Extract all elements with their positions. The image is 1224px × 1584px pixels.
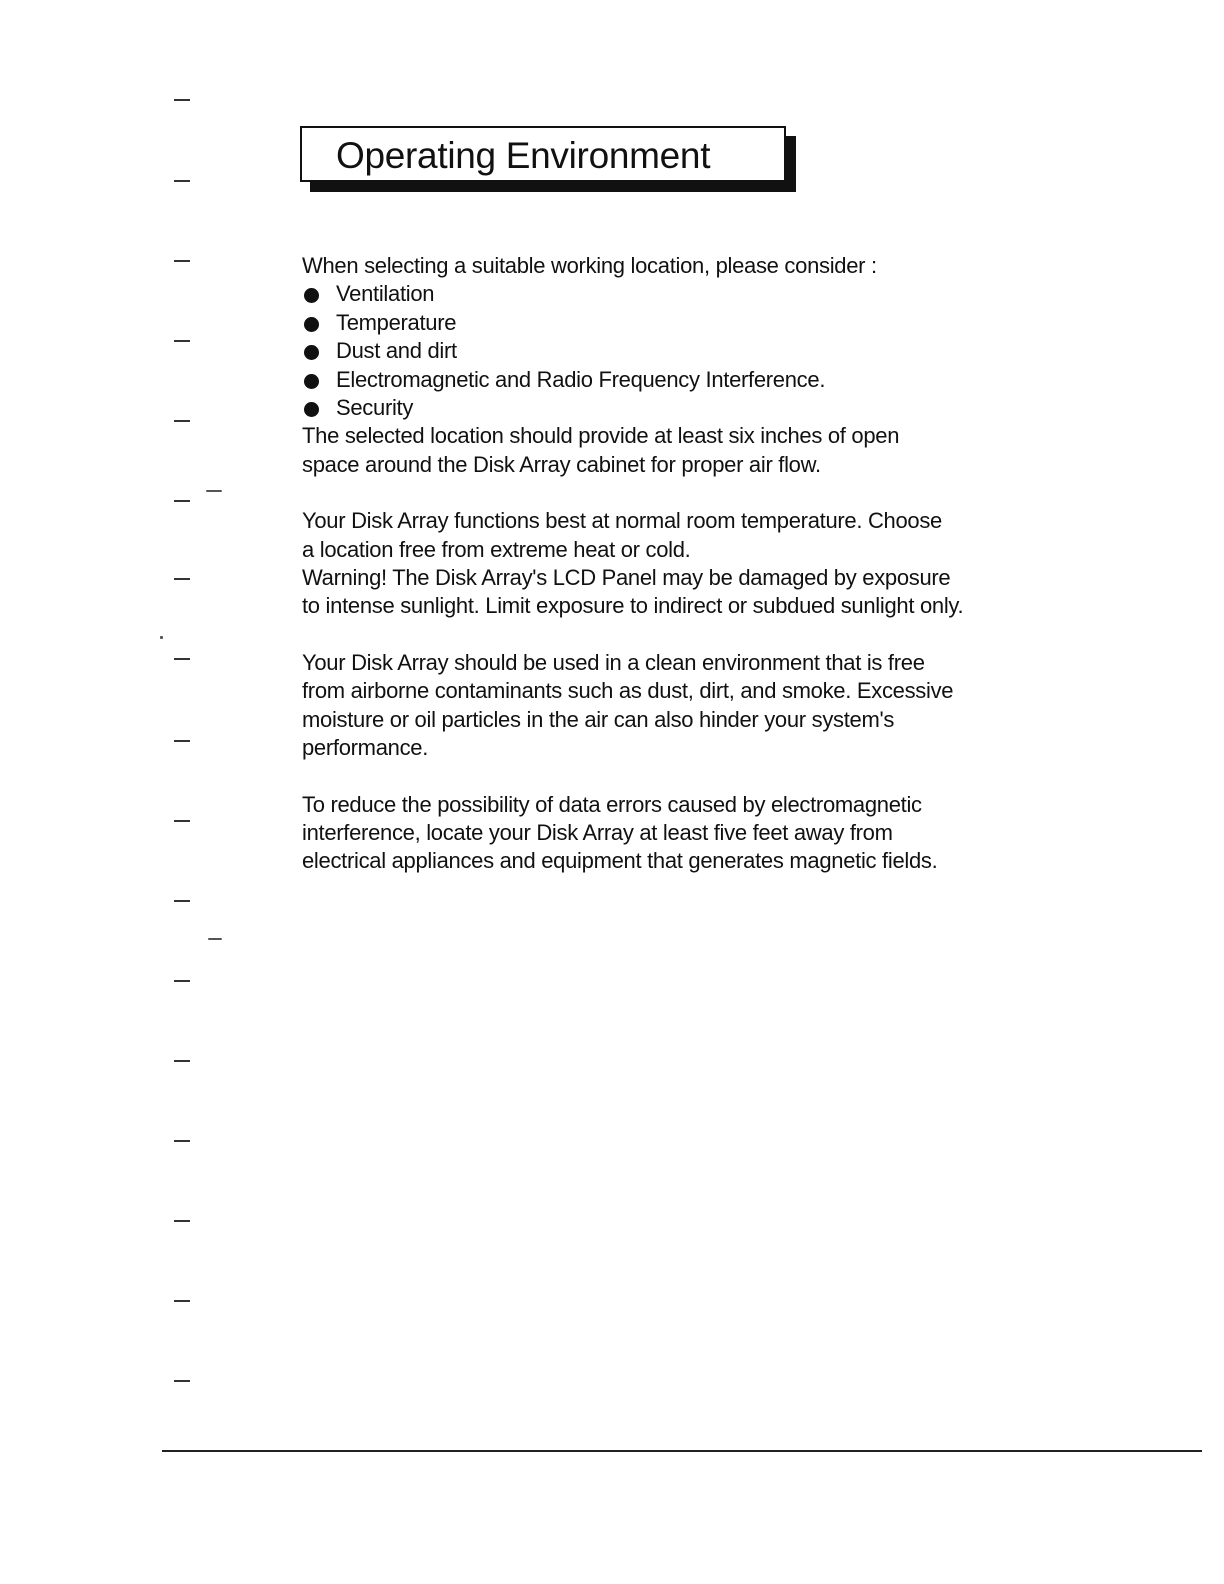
margin-tick xyxy=(174,99,190,101)
margin-tick xyxy=(174,1060,190,1062)
margin-tick xyxy=(174,1220,190,1222)
ventilation-paragraph xyxy=(302,422,1062,479)
scan-speck xyxy=(160,636,163,639)
paragraph-line: To reduce the possibility of data errors caused by electromagnetic xyxy=(302,791,922,817)
list-item-label: Ventilation xyxy=(336,281,435,307)
temperature-paragraph xyxy=(302,507,1062,621)
section-title: Operating Environment xyxy=(336,135,711,176)
list-item xyxy=(302,280,1062,308)
list-item xyxy=(302,366,1062,394)
warning-line: to intense sunlight. Limit exposure to indirect or subdued sunlight only. xyxy=(302,593,964,619)
margin-tick xyxy=(174,500,190,502)
margin-tick xyxy=(174,180,190,182)
paragraph-line: electrical appliances and equipment that generates magnetic fields. xyxy=(302,848,938,874)
interference-paragraph xyxy=(302,791,1062,876)
paragraph-line: moisture or oil particles in the air can also hinder your system's xyxy=(302,706,895,732)
list-item-label: Electromagnetic and Radio Frequency Interference. xyxy=(336,366,826,392)
list-item-label: Temperature xyxy=(336,309,457,335)
margin-tick xyxy=(174,420,190,422)
margin-tick xyxy=(174,1140,190,1142)
list-item-label: Security xyxy=(336,395,414,421)
list-item-label: Dust and dirt xyxy=(336,338,457,364)
margin-tick xyxy=(174,900,190,902)
margin-tick xyxy=(174,1300,190,1302)
paragraph-line: from airborne contaminants such as dust, dirt, and smoke. Excessive xyxy=(302,678,954,704)
paragraph-line: interference, locate your Disk Array at least five feet away from xyxy=(302,819,893,845)
bullet-icon xyxy=(304,317,319,332)
margin-tick xyxy=(174,740,190,742)
paragraph-line: performance. xyxy=(302,735,429,761)
margin-tick xyxy=(174,820,190,822)
list-item xyxy=(302,337,1062,365)
paragraph-line: Your Disk Array should be used in a clean environment that is free xyxy=(302,649,925,675)
document-body xyxy=(302,252,1062,876)
scan-speck xyxy=(208,938,222,940)
bullet-icon xyxy=(304,288,319,303)
list-item xyxy=(302,394,1062,422)
margin-tick xyxy=(174,658,190,660)
margin-tick xyxy=(174,980,190,982)
intro-text: When selecting a suitable working location, please consider : xyxy=(302,253,877,278)
bullet-icon xyxy=(304,402,319,417)
page-footer-rule xyxy=(162,1450,1202,1452)
consideration-list xyxy=(302,280,1062,422)
dust-paragraph xyxy=(302,649,1062,763)
warning-line: Warning! The Disk Array's LCD Panel may be damaged by exposure xyxy=(302,565,951,591)
margin-tick xyxy=(174,578,190,580)
paragraph-line: space around the Disk Array cabinet for proper air flow. xyxy=(302,451,821,477)
bullet-icon xyxy=(304,374,319,389)
paragraph-line: Your Disk Array functions best at normal room temperature. Choose xyxy=(302,508,942,534)
bullet-icon xyxy=(304,345,319,360)
margin-tick xyxy=(174,340,190,342)
margin-tick xyxy=(174,260,190,262)
section-title-box xyxy=(300,126,786,182)
paragraph-line: The selected location should provide at least six inches of open xyxy=(302,423,900,449)
paragraph-line: a location free from extreme heat or cold. xyxy=(302,536,691,562)
list-item xyxy=(302,309,1062,337)
margin-tick xyxy=(174,1380,190,1382)
scan-speck xyxy=(206,490,222,492)
